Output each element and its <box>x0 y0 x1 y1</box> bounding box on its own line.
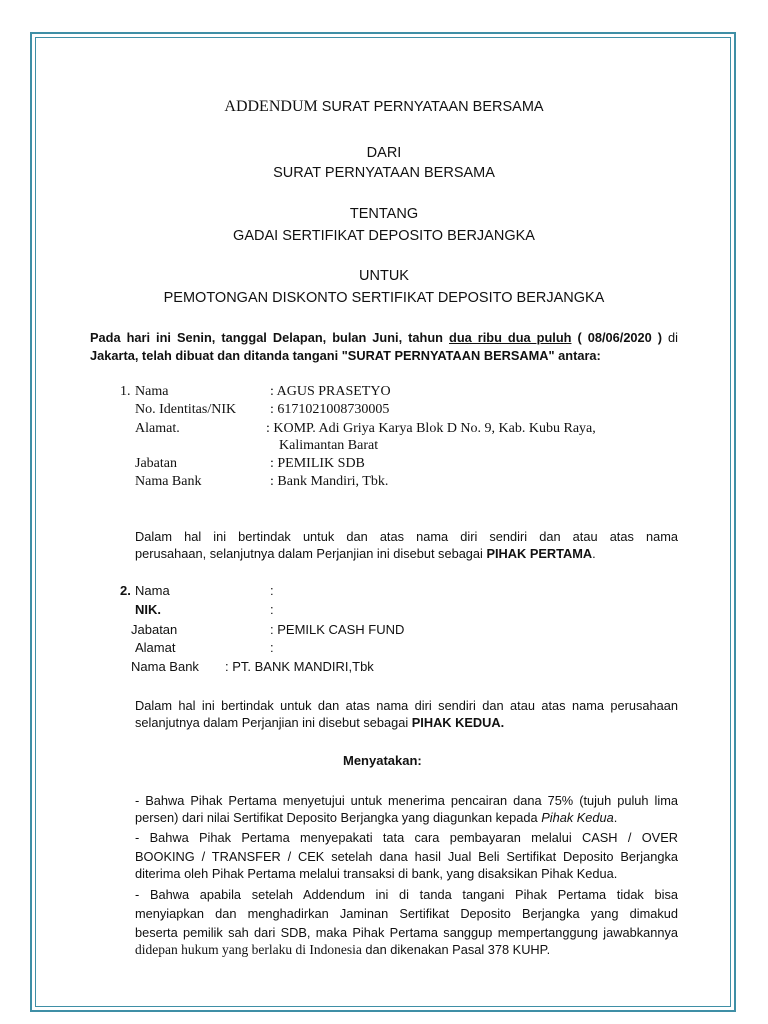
party1-alamat-value-2: Kalimantan Barat <box>279 438 379 453</box>
party1-nama-label: Nama <box>135 384 169 399</box>
party1-nik-value: : 6171021008730005 <box>270 402 390 417</box>
intro-text: Pada hari ini Senin, tanggal Delapan, bulan Juni, tahun <box>90 330 449 345</box>
party1-bank-value: : Bank Mandiri, Tbk. <box>270 474 389 489</box>
party1-number: 1. <box>120 384 131 399</box>
party1-nik-label: No. Identitas/NIK <box>135 402 237 417</box>
point-a-text: persen) dari nilai Sertifikat Deposito Berjangka yang diagunkan kepada <box>135 810 542 825</box>
party2-nik-label: NIK. <box>135 602 161 617</box>
intro-line-2: Jakarta, telah dibuat dan ditanda tangani "SURAT PERNYATAAN BERSAMA" antara: <box>90 348 601 363</box>
party1-paragraph-line-1: Dalam hal ini bertindak untuk dan atas nama diri sendiri dan atau atas nama <box>135 529 678 544</box>
party1-para-text: perusahaan, selanjutnya dalam Perjanjian ini disebut sebagai <box>135 546 487 561</box>
party2-nik-value: : <box>270 602 274 617</box>
party1-nama-value: : AGUS PRASETYO <box>270 384 391 399</box>
point-c-line-1: - Bahwa apabila setelah Addendum ini di tanda tangani Pihak Pertama tidak bisa <box>135 887 678 902</box>
party1-alamat-value: : KOMP. Adi Griya Karya Blok D No. 9, Kab. Kubu Raya, <box>266 421 596 436</box>
intro-line-1 <box>90 328 678 347</box>
party1-role: PIHAK PERTAMA <box>486 546 593 561</box>
title-tentang: TENTANG <box>349 206 419 222</box>
menyatakan-heading: Menyatakan: <box>343 753 422 768</box>
point-a-line-2 <box>135 810 617 825</box>
point-b-line-1: - Bahwa Pihak Pertama menyepakati tata cara pembayaran melalui CASH / OVER <box>135 830 678 845</box>
title-line-3: SURAT PERNYATAAN BERSAMA <box>273 165 495 181</box>
point-a-pihak-kedua: Pihak Kedua <box>541 810 614 825</box>
party2-role: PIHAK KEDUA. <box>411 715 505 730</box>
title-untuk: UNTUK <box>359 268 409 284</box>
intro-di: di <box>662 330 679 345</box>
point-b-line-3: diterima oleh Pihak Pertama melalui transaksi di bank, yang disaksikan Pihak Kedua. <box>135 866 618 881</box>
point-a-period: . <box>613 810 618 825</box>
party1-bank-label: Nama Bank <box>135 474 202 489</box>
point-c-pasal: dan dikenakan Pasal 378 KUHP. <box>361 942 551 957</box>
party2-bank-label: Nama Bank <box>131 659 199 674</box>
party2-nama-value: : <box>270 583 274 598</box>
intro-date: ( 08/06/2020 ) <box>571 330 663 345</box>
party1-para-period: . <box>592 546 596 561</box>
party2-number: 2. <box>120 583 131 598</box>
title-line-7: PEMOTONGAN DISKONTO SERTIFIKAT DEPOSITO BERJANGKA <box>163 290 605 306</box>
party2-jabatan-label: Jabatan <box>131 622 178 637</box>
party1-alamat-label: Alamat. <box>135 421 180 436</box>
point-c-line-2: menyiapkan dan menghadirkan Jaminan Sertifikat Deposito Berjangka yang dimakud <box>135 906 678 921</box>
party2-nama-label: Nama <box>135 583 170 598</box>
title-line-1 <box>36 98 732 116</box>
title-line-1-rest: SURAT PERNYATAAN BERSAMA <box>317 99 544 115</box>
party2-paragraph-line-2 <box>135 715 504 730</box>
party1-jabatan-value: : PEMILIK SDB <box>270 456 365 471</box>
point-c-line-3: beserta pemilik sah dari SDB, maka Pihak Pertama sanggup mempertanggung jawabkannya <box>135 925 678 940</box>
party2-alamat-label: Alamat <box>135 640 176 655</box>
party1-jabatan-label: Jabatan <box>135 456 177 471</box>
party2-bank-value: : PT. BANK MANDIRI,Tbk <box>225 659 374 674</box>
point-c-line-4 <box>135 942 550 958</box>
party2-paragraph-line-1: Dalam hal ini bertindak untuk dan atas nama diri sendiri dan atau atas nama perusahaan <box>135 698 678 713</box>
title-line-5: GADAI SERTIFIKAT DEPOSITO BERJANGKA <box>233 228 535 244</box>
party1-paragraph-line-2 <box>135 546 596 561</box>
intro-year-words: dua ribu dua puluh <box>449 330 572 345</box>
party2-alamat-value: : <box>270 640 274 655</box>
point-b-line-2: BOOKING / TRANSFER / CEK setelah dana hasil Jual Beli Sertifikat Deposito Berjangka <box>135 849 678 864</box>
title-addendum: ADDENDUM <box>224 98 318 115</box>
point-c-hukum: didepan hukum yang berlaku di Indonesia <box>135 942 362 957</box>
point-a-line-1: - Bahwa Pihak Pertama menyetujui untuk menerima pencairan dana 75% (tujuh puluh lima <box>135 793 678 808</box>
party2-para-text: selanjutnya dalam Perjanjian ini disebut sebagai <box>135 715 412 730</box>
title-dari: DARI <box>366 145 402 161</box>
party2-jabatan-value: : PEMILK CASH FUND <box>270 622 405 637</box>
